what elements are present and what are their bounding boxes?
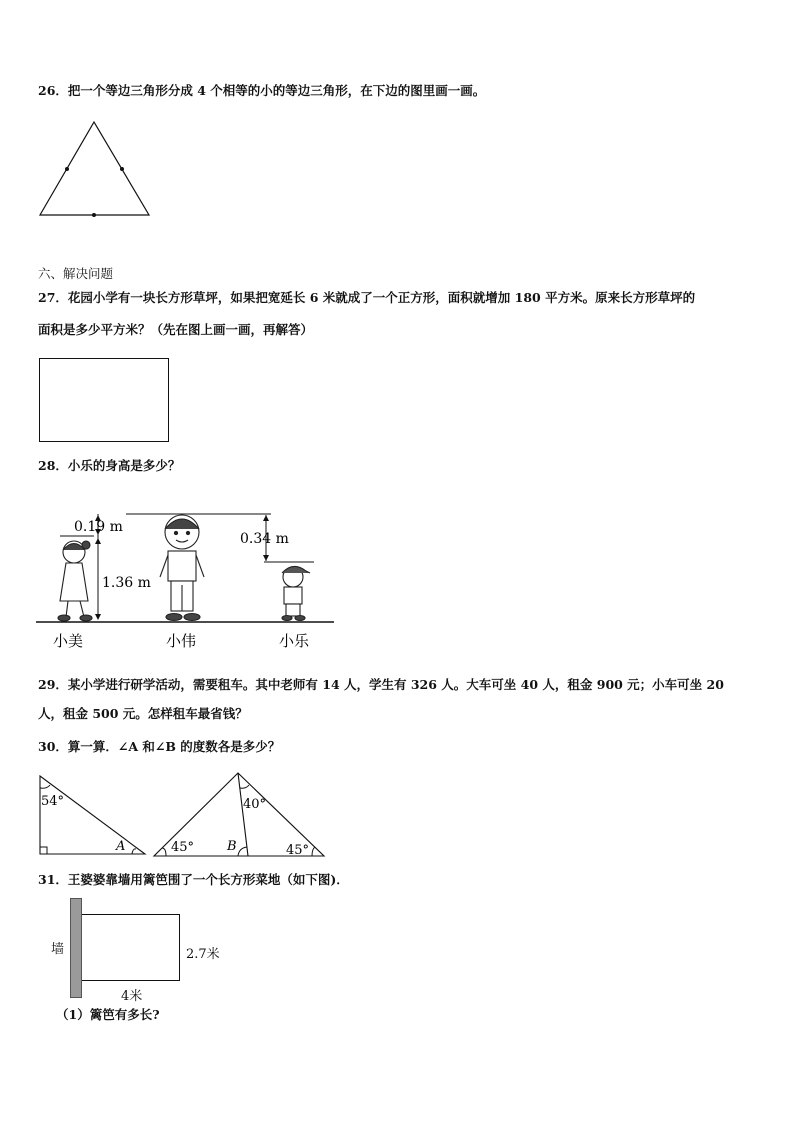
label-A: A (116, 839, 126, 854)
question-30-text: 30．算一算．∠A 和∠B 的度数各是多少？ (38, 739, 281, 754)
tall-boy-figure (160, 515, 204, 621)
label-0-34: 0.34 m (240, 531, 289, 547)
label-1-36: 1.36 m (102, 575, 151, 591)
width-label: 4米 (121, 989, 143, 1004)
label-0-19: 0.19 m (74, 519, 123, 535)
wall-bar (70, 898, 82, 998)
angle-triangles-figure (36, 768, 336, 863)
section-title: 六、解决问题 (38, 266, 114, 281)
girl-figure (58, 541, 92, 621)
split-triangle (154, 773, 324, 858)
height-comparison-figure (36, 505, 336, 653)
question-31-sub1: （1）篱笆有多长? (56, 1007, 160, 1022)
equilateral-triangle-figure (36, 118, 156, 218)
rectangle-lawn-figure (39, 358, 169, 442)
right-triangle (40, 776, 145, 854)
triangle-outline (40, 122, 149, 215)
name-xiaowei: 小伟 (166, 632, 197, 650)
question-28-text: 28．小乐的身高是多少？ (38, 458, 181, 473)
question-31-text: 31．王婆婆靠墙用篱笆围了一个长方形菜地（如下图)． (38, 872, 349, 887)
midpoint-bottom (92, 213, 96, 217)
question-27-line2: 面积是多少平方米？（先在图上画一画，再解答） (38, 322, 314, 337)
name-xiaomei: 小美 (53, 632, 84, 650)
small-boy-figure (282, 566, 310, 620)
question-29-line2: 人，租金 500 元。怎样租车最省钱？ (38, 706, 248, 721)
angle-40: 40° (243, 797, 267, 812)
midpoint-right (120, 167, 124, 171)
wall-label: 墙 (51, 942, 65, 957)
name-xiaole: 小乐 (279, 632, 310, 650)
height-label: 2.7米 (186, 947, 220, 962)
angle-45-right: 45° (286, 843, 310, 858)
vegetable-plot-rectangle (82, 914, 180, 981)
label-B: B (227, 839, 237, 854)
question-27-line1: 27．花园小学有一块长方形草坪，如果把宽延长 6 米就成了一个正方形，面积就增加 180 平方米。原来长方形草坪的 (38, 290, 696, 305)
question-29-line1: 29．某小学进行研学活动，需要租车。其中老师有 14 人，学生有 326 人。大车可坐 40 人，租金 900 元；小车可坐 20 (38, 677, 724, 692)
question-26-text: 26．把一个等边三角形分成 4 个相等的小的等边三角形，在下边的图里画一画。 (38, 83, 486, 98)
angle-54: 54° (41, 794, 65, 809)
angle-45-left: 45° (171, 840, 195, 855)
midpoint-left (65, 167, 69, 171)
